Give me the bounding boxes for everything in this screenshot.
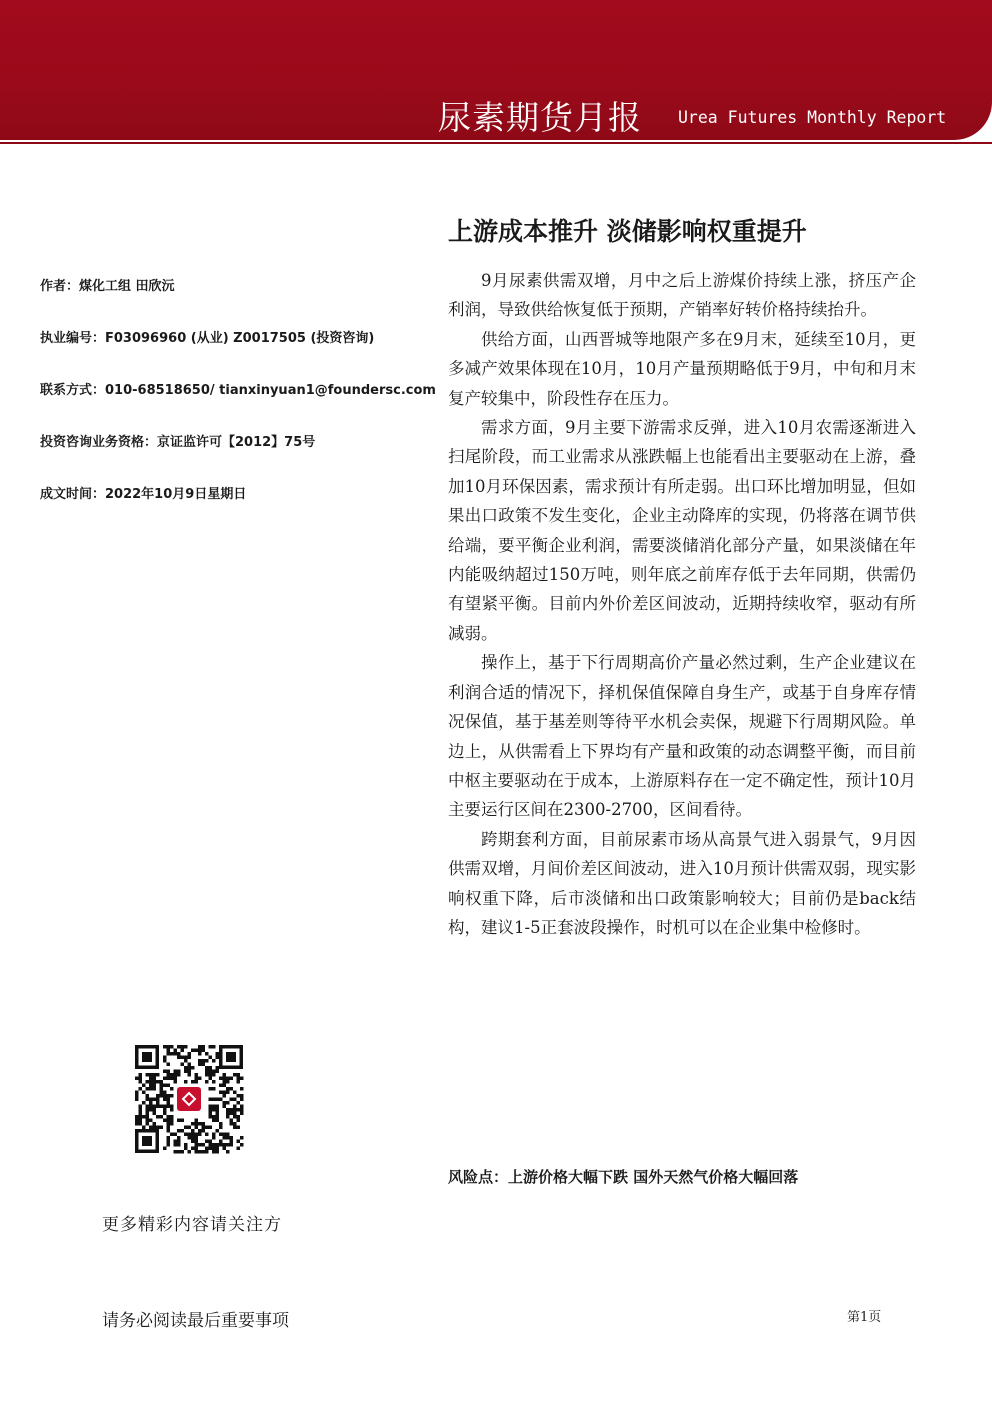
report-title-en: Urea Futures Monthly Report [678, 108, 947, 127]
meta-date: 成文时间：2022年10月9日星期日 [40, 487, 247, 502]
paragraph-spread: 跨期套利方面，目前尿素市场从高景气进入弱景气，9月因供需双增，月间价差区间波动，进入10月预计供需双弱，现实影响权重下降，后市淡储和出口政策影响较大；目前仍是back结构，建议1-5正套波段操作，时机可以在企业集中检修时。 [448, 829, 916, 937]
report-headline: 上游成本推升 淡储影响权重提升 [448, 217, 807, 246]
paragraph-demand: 需求方面，9月主要下游需求反弹，进入10月农需逐渐进入扫尾阶段，而工业需求从涨跌幅上也能看出主要驱动在上游，叠加10月环保因素，需求预计有所走弱。出口环比增加明显，但如果出口政策不发生变化，企业主动降库的实现，仍将落在调节供给端，要平衡企业利润，需要淡储消化部分产量，如果淡储在年内能吸纳超过150万吨，则年底之前库存低于去年同期，供需仍有望紧平衡。目前内外价差区间波动，近期持续收窄，驱动有所减弱。 [448, 418, 916, 643]
meta-license-number: 执业编号：F03096960 (从业) Z0017505 (投资咨询) [40, 331, 375, 346]
company-logo-icon [177, 1087, 201, 1111]
header-divider [0, 142, 992, 144]
paragraph-supply: 供给方面，山西晋城等地限产多在9月末，延续至10月，更多减产效果体现在10月，10月产量预期略低于9月，中旬和月末复产较集中，阶段性存在压力。 [448, 329, 916, 408]
meta-qualification: 投资咨询业务资格：京证监许可【2012】75号 [40, 435, 316, 450]
qr-caption: 更多精彩内容请关注方 [102, 1215, 282, 1235]
page-number: 第1页 [847, 1310, 882, 1325]
meta-contact: 联系方式：010-68518650/ tianxinyuan1@foundersc.com [40, 383, 436, 398]
meta-author: 作者：煤化工组 田欣沅 [40, 279, 175, 294]
report-title-cn: 尿素期货月报 [438, 98, 642, 137]
paragraph-summary: 9月尿素供需双增，月中之后上游煤价持续上涨，挤压产企利润，导致供给恢复低于预期，产销率好转价格持续抬升。 [448, 271, 916, 320]
qr-code-icon [133, 1043, 245, 1155]
paragraph-operation: 操作上，基于下行周期高价产量必然过剩，生产企业建议在利润合适的情况下，择机保值保障自身生产，或基于自身库存情况保值，基于基差则等待平水机会卖保，规避下行周期风险。单边上，从供需看上下界均有产量和政策的动态调整平衡，而目前中枢主要驱动在于成本，上游原料存在一定不确定性，预计10月主要运行区间在2300-2700，区间看待。 [448, 653, 916, 820]
report-body [448, 266, 916, 942]
risk-points: 风险点：上游价格大幅下跌 国外天然气价格大幅回落 [448, 1168, 799, 1186]
footer-notice: 请务必阅读最后重要事项 [102, 1311, 289, 1331]
